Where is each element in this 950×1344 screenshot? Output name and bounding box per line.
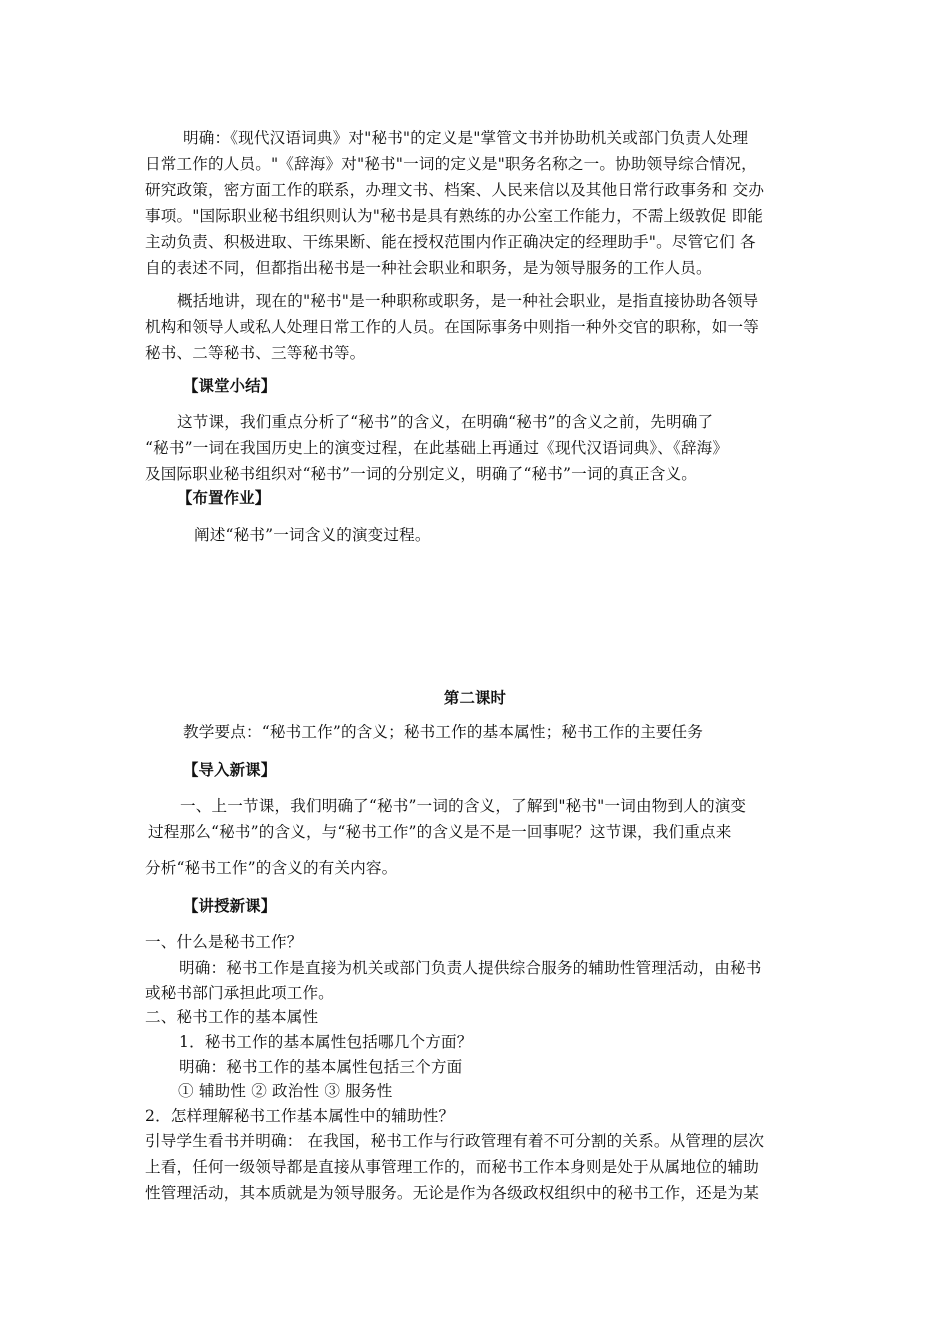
paragraph-line: 性管理活动，其本质就是为领导服务。无论是作为各级政权组织中的秘书工作，还是为某: [145, 1184, 760, 1202]
paragraph-line: “秘书”一词在我国历史上的演变过程，在此基础上再通过《现代汉语词典》、《辞海》: [145, 439, 729, 457]
paragraph-line: 概括地讲，现在的"秘书"是一种职称或职务，是一种社会职业，是指直接协助各领导: [177, 292, 759, 310]
section-heading-homework: 【布置作业】: [177, 489, 271, 507]
question-line: 2．怎样理解秘书工作基本属性中的辅助性？: [145, 1107, 455, 1125]
paragraph-line: 教学要点：“秘书工作”的含义；秘书工作的基本属性；秘书工作的主要任务: [183, 723, 704, 741]
question-line: 二、秘书工作的基本属性: [145, 1008, 319, 1026]
paragraph-line: 明确：《现代汉语词典》对"秘书"的定义是"掌管文书并协助机关或部门负责人处理: [183, 129, 749, 147]
paragraph-line: 机构和领导人或私人处理日常工作的人员。在国际事务中则指一种外交官的职称，如一等: [145, 318, 760, 336]
section-heading-teach: 【讲授新课】: [183, 897, 277, 915]
paragraph-line: 秘书、二等秘书、三等秘书等。: [145, 344, 366, 362]
paragraph-line: 分析“秘书工作”的含义的有关内容。: [145, 859, 398, 877]
paragraph-line: 明确：秘书工作的基本属性包括三个方面: [179, 1058, 463, 1076]
paragraph-line: 日常工作的人员。"《辞海》对"秘书"一词的定义是"职务名称之一。协助领导综合情况，: [145, 155, 757, 173]
question-line: 一、什么是秘书工作？: [145, 933, 303, 951]
section-heading-intro: 【导入新课】: [183, 761, 277, 779]
paragraph-line: 引导学生看书并明确： 在我国，秘书工作与行政管理有着不可分割的关系。从管理的层次: [145, 1132, 765, 1150]
paragraph-line: 主动负责、积极进取、干练果断、能在授权范围内作正确决定的经理助手"。尽管它们 各: [145, 233, 756, 251]
paragraph-line: 明确：秘书工作是直接为机关或部门负责人提供综合服务的辅助性管理活动，由秘书: [179, 959, 762, 977]
lesson-title: 第二课时: [443, 689, 507, 707]
paragraph-line: 及国际职业秘书组织对“秘书”一词的分别定义，明确了“秘书”一词的真正含义。: [145, 465, 698, 483]
paragraph-line: 阐述“秘书”一词含义的演变过程。: [194, 526, 431, 544]
attribute-list: ① 辅助性 ② 政治性 ③ 服务性: [178, 1082, 393, 1100]
paragraph-line: 事项。"国际职业秘书组织则认为"秘书是具有熟练的办公室工作能力，不需上级敦促 即能: [145, 207, 764, 225]
paragraph-line: 上看，任何一级领导都是直接从事管理工作的，而秘书工作本身则是处于从属地位的辅助: [145, 1158, 760, 1176]
paragraph-line: 过程那么“秘书”的含义，与“秘书工作”的含义是不是一回事呢？这节课，我们重点来: [148, 823, 732, 841]
paragraph-line: 一、上一节课，我们明确了“秘书”一词的含义，了解到"秘书"一词由物到人的演变: [180, 797, 747, 815]
paragraph-line: 研究政策，密方面工作的联系，办理文书、档案、人民来信以及其他日常行政事务和 交办: [145, 181, 765, 199]
section-heading-summary: 【课堂小结】: [183, 377, 277, 395]
paragraph-line: 这节课，我们重点分析了“秘书”的含义，在明确“秘书”的含义之前，先明确了: [177, 413, 714, 431]
question-line: 1．秘书工作的基本属性包括哪几个方面？: [179, 1033, 473, 1051]
paragraph-line: 自的表述不同，但都指出秘书是一种社会职业和职务，是为领导服务的工作人员。: [145, 259, 712, 277]
paragraph-line: 或秘书部门承担此项工作。: [145, 984, 334, 1002]
